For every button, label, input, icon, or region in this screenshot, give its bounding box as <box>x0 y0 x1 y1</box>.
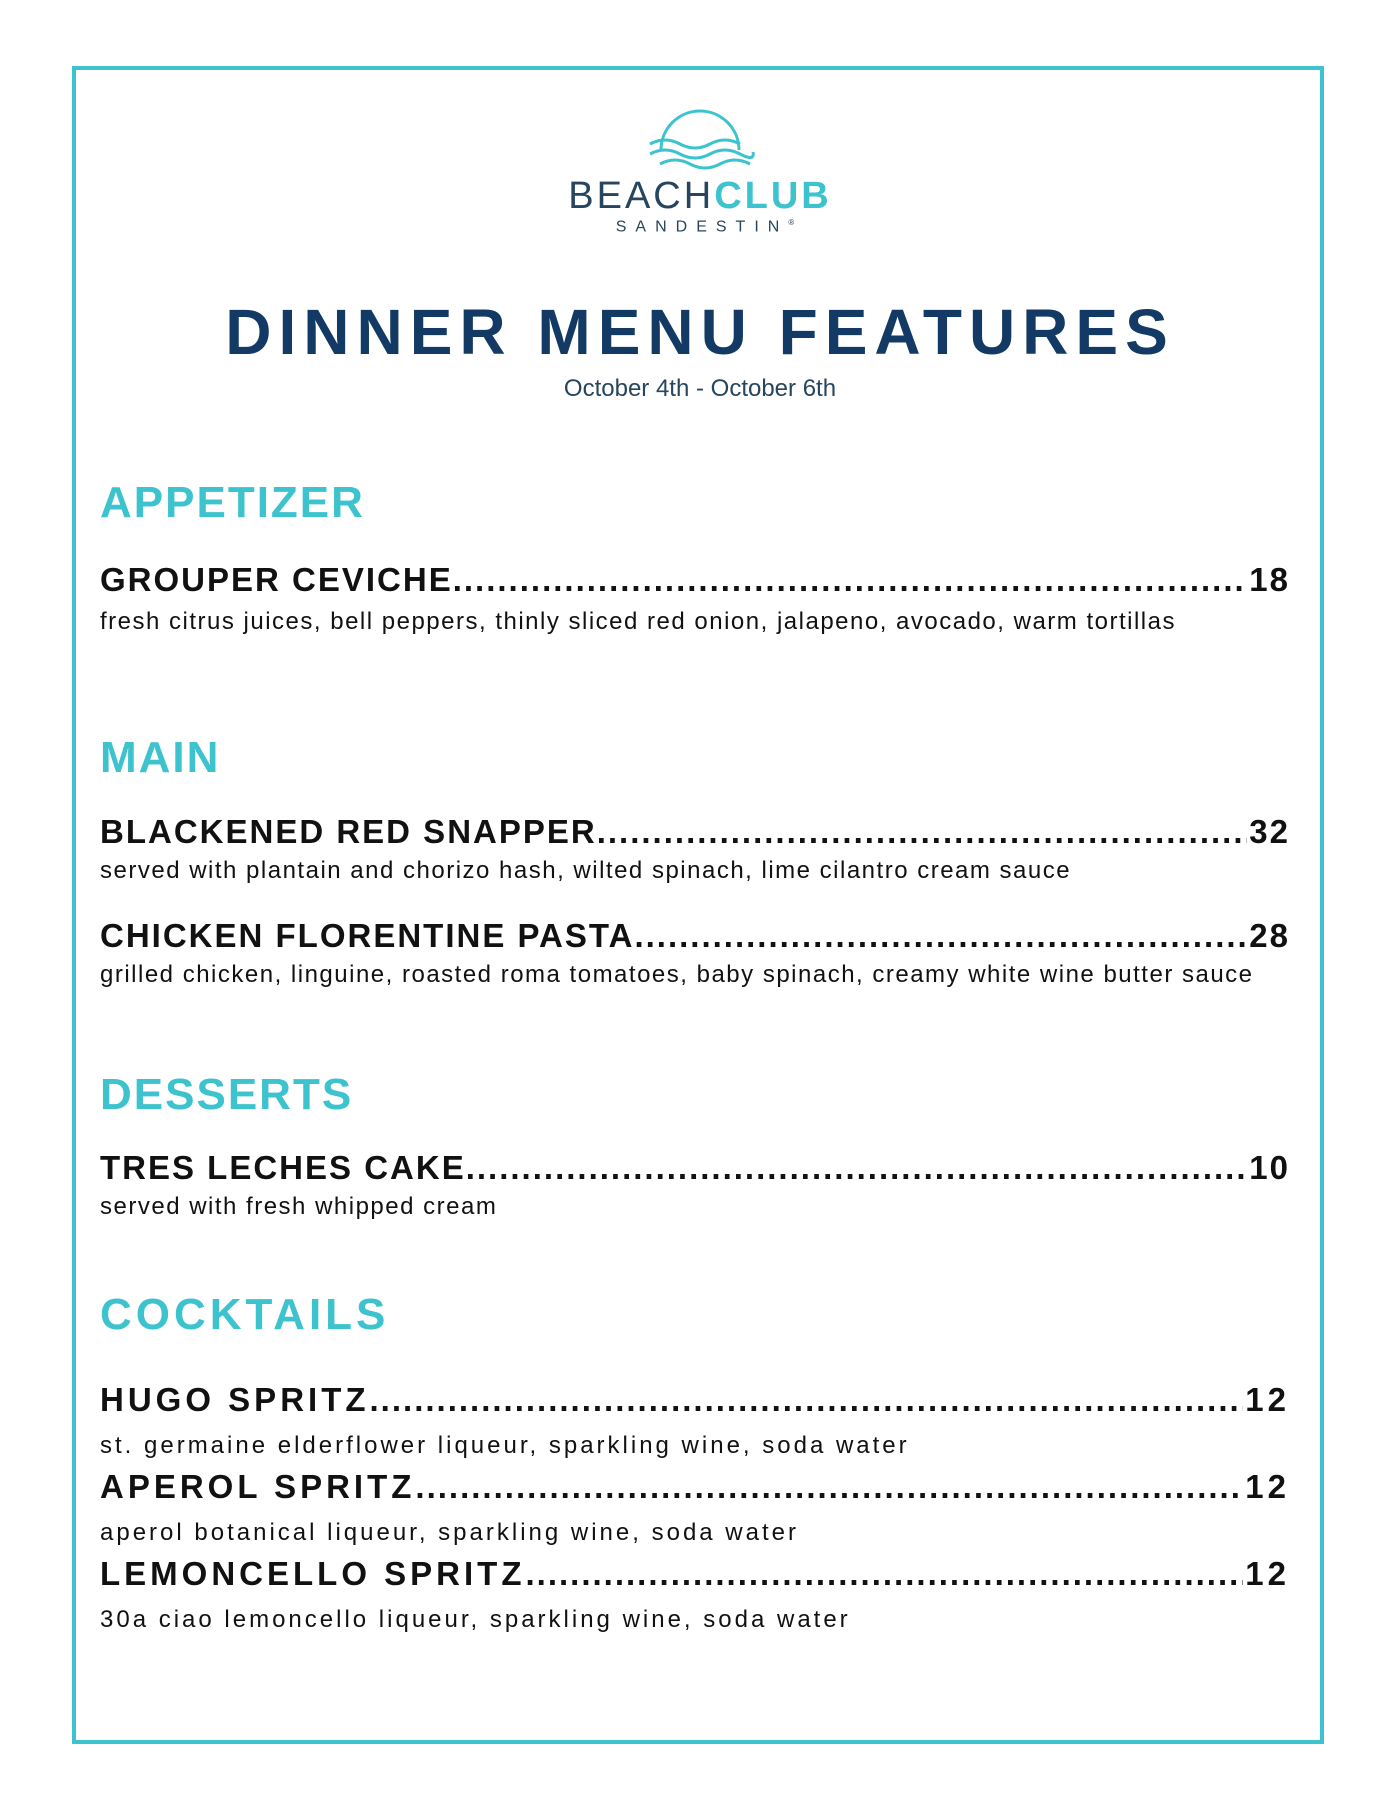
menu-item-grouper-ceviche <box>100 560 1290 600</box>
menu-item-lemoncello-spritz <box>100 1554 1290 1594</box>
brand-wordmark <box>560 176 840 216</box>
item-price: 32 <box>1249 813 1290 850</box>
item-price: 12 <box>1245 1555 1290 1592</box>
section-heading-appetizer: APPETIZER <box>100 478 365 527</box>
item-name: TRES LECHES CAKE <box>100 1149 466 1186</box>
dot-leader <box>415 1467 1243 1507</box>
brand-location <box>560 218 840 236</box>
item-name: HUGO SPRITZ <box>100 1381 370 1418</box>
beach-club-logo <box>560 92 840 252</box>
item-price: 12 <box>1245 1468 1290 1505</box>
item-description: aperol botanical liqueur, sparkling wine, soda water <box>100 1519 799 1546</box>
item-description: 30a ciao lemoncello liqueur, sparkling wine, soda water <box>100 1606 851 1633</box>
dot-leader <box>526 1554 1244 1594</box>
dot-leader <box>634 916 1247 956</box>
brand-location-text: SANDESTIN <box>615 218 789 236</box>
item-price: 10 <box>1249 1149 1290 1186</box>
section-heading-main: MAIN <box>100 733 221 782</box>
item-price: 12 <box>1245 1381 1290 1418</box>
item-description: served with plantain and chorizo hash, wilted spinach, lime cilantro cream sauce <box>100 857 1072 884</box>
item-description: st. germaine elderflower liqueur, sparkling wine, soda water <box>100 1432 910 1459</box>
item-name: LEMONCELLO SPRITZ <box>100 1555 526 1592</box>
registered-mark: ® <box>788 218 795 227</box>
item-name: APEROL SPRITZ <box>100 1468 416 1505</box>
brand-name-beach: BEACH <box>568 175 715 217</box>
item-price: 18 <box>1249 561 1290 598</box>
menu-item-blackened-red-snapper <box>100 812 1290 852</box>
item-description: served with fresh whipped cream <box>100 1193 498 1220</box>
dot-leader <box>597 812 1248 852</box>
item-name: BLACKENED RED SNAPPER <box>100 813 597 850</box>
dot-leader <box>466 1148 1248 1188</box>
dot-leader <box>453 560 1248 600</box>
menu-dates: October 4th - October 6th <box>563 375 837 402</box>
menu-item-hugo-spritz <box>100 1380 1290 1420</box>
item-price: 28 <box>1249 917 1290 954</box>
menu-item-chicken-florentine-pasta <box>100 916 1290 956</box>
menu-item-aperol-spritz <box>100 1467 1290 1507</box>
sun-over-waves-icon <box>645 92 755 174</box>
section-heading-cocktails: COCKTAILS <box>100 1290 390 1339</box>
brand-name-club: CLUB <box>714 175 832 217</box>
menu-title: DINNER MENU FEATURES <box>225 296 1175 368</box>
item-name: GROUPER CEVICHE <box>100 561 453 598</box>
item-description: grilled chicken, linguine, roasted roma tomatoes, baby spinach, creamy white wine butter sauce <box>100 961 1254 988</box>
item-name: CHICKEN FLORENTINE PASTA <box>100 917 635 954</box>
item-description: fresh citrus juices, bell peppers, thinly sliced red onion, jalapeno, avocado, warm tortillas <box>100 608 1176 635</box>
menu-item-tres-leches-cake <box>100 1148 1290 1188</box>
dot-leader <box>370 1380 1244 1420</box>
section-heading-desserts: DESSERTS <box>100 1070 354 1119</box>
